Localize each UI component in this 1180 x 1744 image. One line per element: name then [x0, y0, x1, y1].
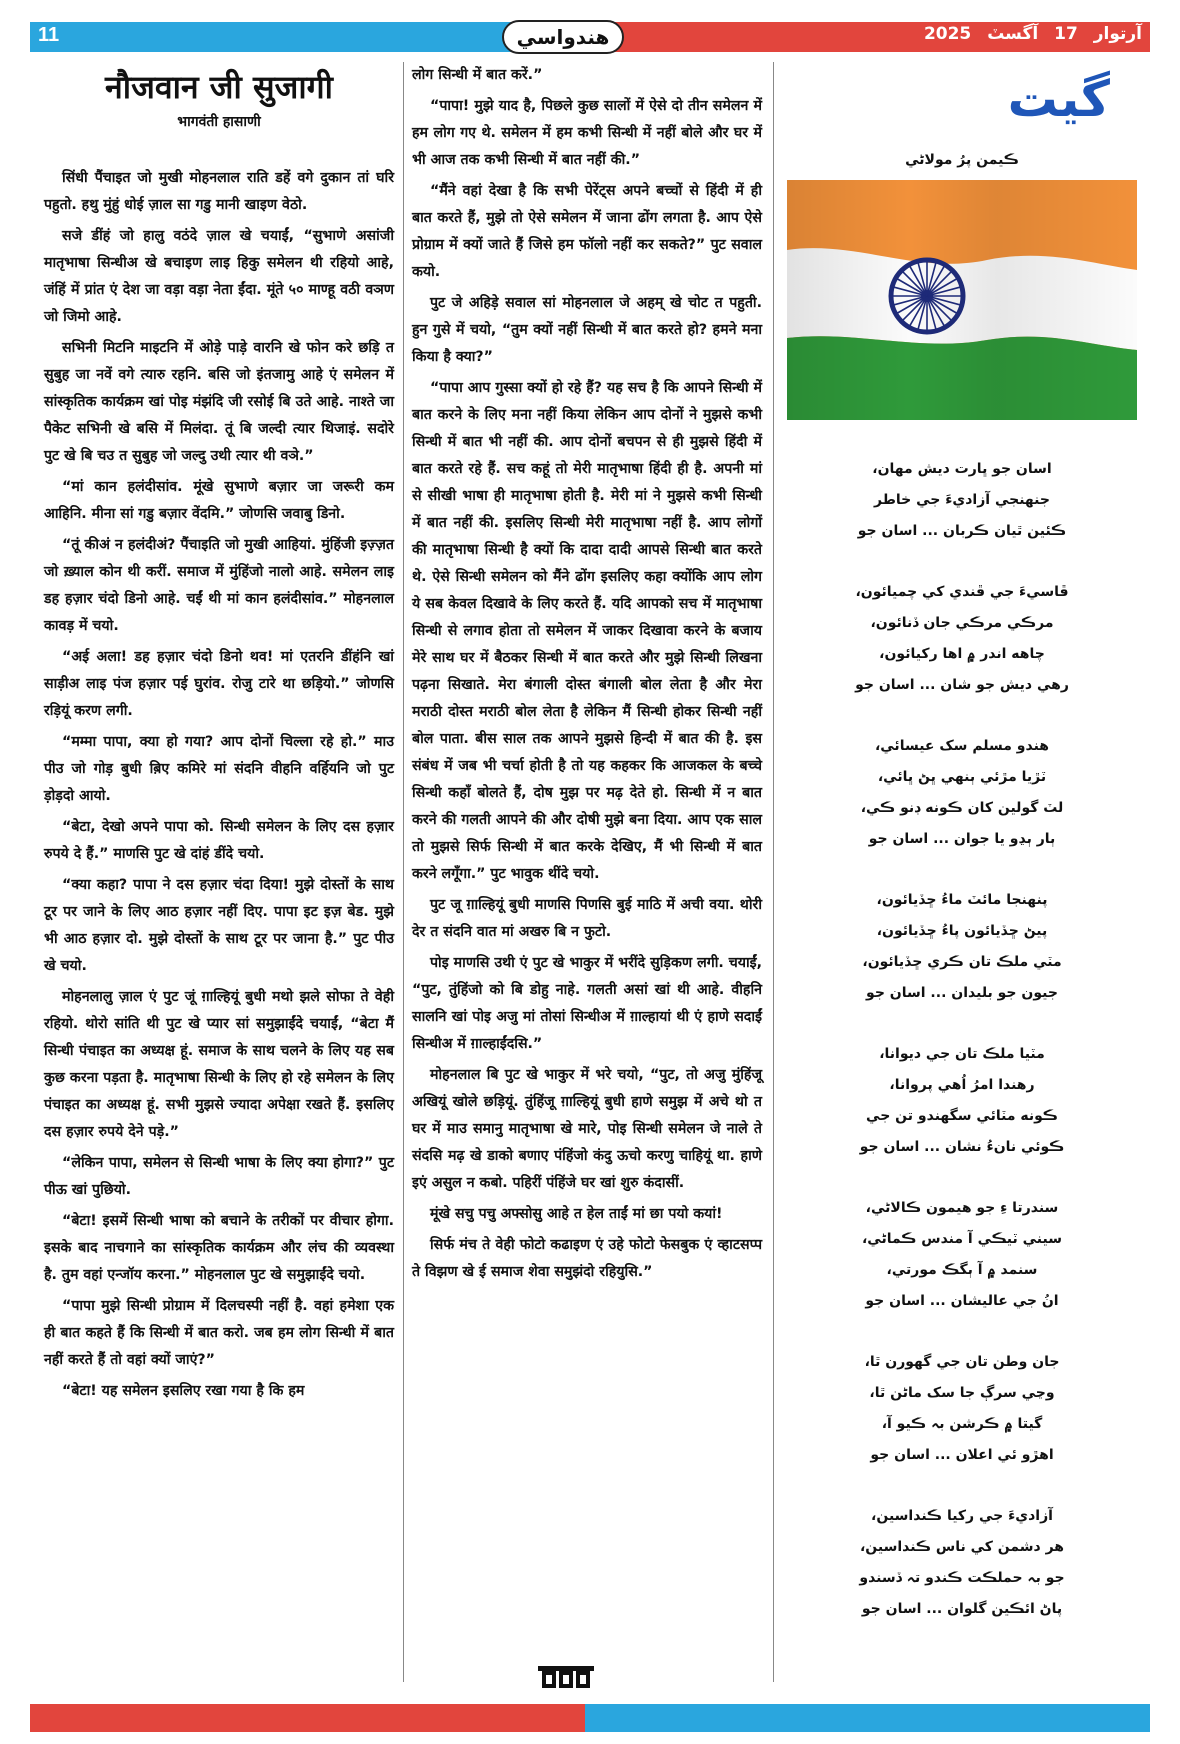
paragraph: “मां कान हलंदीसांव. मूंखे सुभाणे बज़ार जा जरूरी कम आहिनि. मीना सां गडु बज़ार वेंदमि.” जोणसि जवाबु डिनो.	[44, 479, 394, 522]
poem-line: جو بہ حملڪت ڪندو تہ ڏسندو	[859, 1570, 1065, 1586]
page-number: 11	[38, 24, 60, 46]
poem-line: ڪونه مٽائي سگهندو تن جي	[866, 1108, 1058, 1124]
poem-line: پنهنجا مائٽ ماءُ ڇڏيائون،	[876, 892, 1048, 908]
dateline	[914, 24, 1142, 44]
poem-stanza	[784, 731, 1140, 855]
article-body-1	[44, 165, 394, 1405]
poem-line: انُ جي عاليشان ... اسان جو	[865, 1293, 1059, 1309]
paragraph: “तूं कीअं न हलंदीअं? पैंचाइति जो मुखी आहियां. मुंहिंजी इज़्ज़त जो ख़्याल कोन थी करीं. समाज में मुंहिंजो नालो आहे. समेलन लाइ डह हज़ार चंदो डिनो आहे. चईं थी मां कान हलंदीसांव.” मोहनलाल कावड़ में चयो.	[44, 537, 394, 634]
poem-line: ٻار ٻڍو يا جوان ... اسان جو	[868, 831, 1056, 847]
poem-column	[784, 62, 1140, 1655]
date-year: 2025	[923, 24, 972, 44]
poem-line: هر دشمن کي ناس ڪنداسين،	[859, 1539, 1065, 1555]
paragraph: “बेटा, देखो अपने पापा को. सिन्धी समेलन के लिए दस हज़ार रुपये दे हैं.” माणसि पुट खे दांहं डींदे चयो.	[44, 819, 394, 862]
article-column-1	[44, 62, 394, 1409]
paragraph: मूंखे सचु पचु अफ्सोसु आहे त हेल ताईं मां छा पयो कयां!	[430, 1206, 723, 1222]
ashoka-chakra	[891, 260, 963, 332]
paragraph: “मम्मा पापा, क्या हो गया? आप दोनों चिल्ला रहे हो.” माउ पीउ जो गोड़ बुधी ब़िए कमिरे मां संदनि वीहनि वर्हियनि जो पुट ड़ोड़दो आयो.	[44, 734, 394, 804]
paragraph: “अई अला! डह हज़ार चंदो डिनो थव! मां एतरनि डींहंनि खां साड़ीअ लाइ पंज हज़ार पई घुरांव. रोजु टारे था छड़ियो.” जोणसि रड़ियूं करण लगी.	[44, 649, 394, 719]
poem-line: وڃي سرڳ جا سک ماڻن ٿا،	[869, 1385, 1055, 1401]
paragraph: “मैंने वहां देखा है कि सभी पेरेंट्स अपने बच्चों से हिंदी में ही बात करते हैं, मुझे तो ऐसे समेलन में जाना ढोंग लगता है. आप ऐसे प्रोग्राम में क्यों जाते हैं जिसे हम फॉलो नहीं कर सकते?” पुट सवाल कयो.	[412, 183, 762, 280]
column-divider	[403, 62, 404, 1682]
paragraph: “बेटा! यह समेलन इसलिए रखा गया है कि हम	[62, 1383, 305, 1399]
paragraph: पुट जू ग़ाल्हियूं बुधी माणसि पिणसि बुई माठि में अची वया. थोरी देर त संदनि वात मां अखरु बि न फुटो.	[412, 897, 762, 940]
paragraph: मोहनलालु ज़ाल एं पुट जूं ग़ाल्हियूं बुधी मथो झले सोफा ते वेही रहियो. थोरो सांति थी पुट खे प्यार सां समुझाईंदे चयाईं, “बेटा मैं सिन्धी पंचाइत का अध्यक्ष हूं. समाज के साथ चलने के लिए यह सब कुछ करना पड़ता है. मातृभाषा सिन्धी के लिए हो रहे समेलन के लिए पंचाइत का अध्यक्ष हूं. सभी मुझसे ज्यादा अपेक्षा रखते हैं. इसलिए दस हज़ार रुपये देने पड़े.”	[44, 989, 394, 1140]
poem-line: آزاديءَ جي رکيا ڪنداسين،	[871, 1508, 1053, 1524]
poem-line: رهي ديش جو شان ... اسان جو	[855, 677, 1069, 693]
footer-bar-blue	[585, 1704, 1150, 1732]
poem-line: چاهه اندر ۾ اها رکيائون،	[879, 646, 1045, 662]
paragraph: “पापा मुझे सिन्धी प्रोग्राम में दिलचस्पी नहीं है. वहां हमेशा एक ही बात कहते हैं कि सिन्धी में बात करो. जब हम लोग सिन्धी में बात नहीं करते हैं तो वहां क्यों जाएं?”	[44, 1298, 394, 1368]
poem-line: ڪئين ٿيان ڪربان ... اسان جو	[857, 523, 1067, 539]
paragraph: सभिनी मिटनि माइटनि में ओड़े पाड़े वारनि खे फोन करे छड़ि त सुबुह जा नवें वगे त्यारु रहनि. बसि जो इंतजामु आहे एं समेलन में सांस्कृतिक कार्यक्रम खां पोइ मंझंदि जी रसोई बि उते आहे. नाश्ते जा पैकेट सभिनी खे बसि में मिलंदा. तूं बि जल्दी त्यार थिजाइं. सदोरे पुट खे बि चउ त सुबुह जो जल्दु उथी त्यार थी वञे.”	[44, 340, 394, 464]
poem-line: ڪوئي نانءُ نشان ... اسان جو	[859, 1139, 1065, 1155]
date-month: آگسٽ	[987, 24, 1039, 44]
poem-line: هندو مسلم سک عيسائي،	[874, 738, 1050, 754]
footer-bar	[30, 1704, 1150, 1732]
poem-stanza	[784, 1501, 1140, 1625]
poem-line: مٽي ملڪ تان ڪري ڇڏيائون،	[862, 954, 1062, 970]
poem-title: گيت	[1007, 70, 1110, 128]
poem-line: مٽيا ملڪ تان جي ديوانا،	[879, 1046, 1045, 1062]
poem-line: جيون جو بليدان ... اسان جو	[866, 985, 1058, 1001]
paragraph: “लेकिन पापा, समेलन से सिन्धी भाषा के लिए क्या होगा?” पुट पीऊ खां पुछियो.	[44, 1155, 394, 1198]
poem-line: پيڻ ڇڏيائون پاءُ ڇڏيائون،	[876, 923, 1048, 939]
date-date: 17	[1054, 24, 1078, 44]
paragraph: सजे डींहं जो हालु वठंदे ज़ाल खे चयाईं, “सुभाणे असांजी मातृभाषा सिन्धीअ खे बचाइण लाइ हिकु समेलन थी रहियो आहे, जंहिं में प्रांत एं देश जा वड़ा वड़ा नेता ईंदा. मूंते ५० माण्हू वठी वञण जो जिमो आहे.	[44, 228, 394, 325]
poem-line: سيني ٽيڪي آ مندس ڪماڻي،	[861, 1231, 1063, 1247]
article-byline: भागवंती हासाणी	[177, 114, 261, 130]
paragraph: लोग सिन्धी में बात करें.”	[412, 67, 543, 83]
paragraph: मोहनलाल बि पुट खे भाकुर में भरे चयो, “पुट, तो अजु मुंहिंजू अखियूं खोले छड़ियूं. तुंहिंजू ग़ाल्हियूं बुधी हाणे समुझ में अचे थो त घर में माउ समानु मातृभाषा खे मारे, पोइ सिन्धी समेलन जे नाले ते संदसि मढ़ खे डाको बणाए पंहिंजो कंदु ऊचो करणु चाहियूं था. हाणे इएं असुल न कबो. पहिरीं पंहिंजे घर खां शुरु कंदासीं.	[412, 1067, 762, 1191]
poem-stanza	[784, 1039, 1140, 1163]
poem-stanza	[784, 885, 1140, 1009]
paragraph: पुट जे अहिड़े सवाल सां मोहनलाल जे अहम् खे चोट त पहुती. हुन गुसे में चयो, “तुम क्यों नहीं सिन्धी में बात करते हो? हमने मना किया है क्या?”	[412, 295, 762, 365]
paragraph: सिर्फ मंच ते वेही फोटो कढाइण एं उहे फोटो फेसबुक एं व्हाटसप्प ते विझण खे ई समाज शेवा समुझंदो रहियुसि.”	[412, 1237, 762, 1280]
poem-stanza	[784, 577, 1140, 701]
paragraph: सिंधी पैंचाइत जो मुखी मोहनलाल राति डहें वगे दुकान तां घरि पहुतो. हथु मुंहुं धोई ज़ाल सा गडु मानी खाइण वेठो.	[44, 170, 394, 213]
poem-line: مرڪي مرڪي جان ڏنائون،	[870, 615, 1054, 631]
poem-line: ٽڙيا مڙئي ٻنهي ڀڻ ڀائي،	[877, 769, 1047, 785]
poem-line: رهندا امرُ اُهي پروانا،	[889, 1077, 1035, 1093]
poem-stanza	[784, 1193, 1140, 1317]
paragraph: पोइ माणसि उथी एं पुट खे भाकुर में भरींदे सुड़िकण लगी. चयाईं, “पुट, तुंहिंजो को बि डोहु नाहे. गलती असां खां थी आहे. वीहनि सालनि खां पोइ अजु मां तोसां सिन्धीअ में ग़ाल्हायां थी एं हाणे सदाईं सिन्धीअ में ग़ाल्हाईंदसि.”	[412, 955, 762, 1052]
poem-line: سندرتا ءِ جو هيمون ڪالاڻي،	[865, 1200, 1059, 1216]
article-title: नौजवान जी सुजागी	[105, 68, 333, 106]
masthead-logo: هندواسي	[502, 20, 624, 54]
poem-line: اسان جو ڀارت ديش مهان،	[872, 461, 1052, 477]
paragraph: “बेटा! इसमें सिन्धी भाषा को बचाने के तरीकों पर वीचार होगा. इसके बाद नाचगाने का सांस्कृतिक कार्यक्रम और लंच की व्यवस्था है. तुम वहां एन्जॉय करना.” मोहनलाल पुट खे समुझाईंदे चयो.	[44, 1213, 394, 1283]
article-end-ornament-icon	[538, 1666, 594, 1688]
indian-flag-image	[787, 180, 1137, 420]
paragraph: “पापा आप गुस्सा क्यों हो रहे हैं? यह सच है कि आपने सिन्धी में बात करने के लिए मना नहीं किया लेकिन आप दोनों ने मुझसे कभी सिन्धी में बात भी नहीं की. आप दोनों बचपन से ही मुझसे हिंदी में बात करते रहे हैं. सच कहूं तो मेरी मातृभाषा हिंदी ही है. अपनी मां से सीखी भाषा ही मातृभाषा होती है. मेरी मां ने मुझसे कभी सिन्धी में बात नहीं की. इसलिए सिन्धी मेरी मातृभाषा नहीं है. आप लोगों की मातृभाषा सिन्धी है क्यों कि दादा दादी आपसे सिन्धी बात करते थे. ऐसे सिन्धी समेलन को मैंने ढोंग इसलिए कहा क्योंकि आप लोग ये सब केवल दिखावे के लिए करते हैं. यदि आपको सच में मातृभाषा सिन्धी से लगाव होता तो समेलन में जाकर दिखावा करने के बजाय मेरे साथ घर में बैठकर सिन्धी में बात करते और मुझे सिन्धी लिखना पढ़ना सिखाते. मेरा बंगाली दोस्त बंगाली बोल लेता है और मेरा मराठी दोस्त मराठी बोल लेता है लेकिन मैं सिन्धी होकर सिन्धी नहीं बोल पाता. बीस साल तक आपने मुझसे हिन्दी में बात की है. इस संबंध में जब भी चर्चा होती है तो यह कहकर कि आजकल के बच्चे सिन्धी कहाँ बोलते हैं, दोष मुझ पर मढ़ देते हो. सिन्धी में न बात करने की गलती आपने की और दोषी मुझे बना दिया. आप एक साल तो मुझसे सिर्फ सिन्धी में बात करके देखिए, मैं भी सिन्धी में बात करने लगूँगा.” पुट भावुक थींदे चयो.	[412, 380, 762, 882]
paragraph: “पापा! मुझे याद है, पिछले कुछ सालों में ऐसे दो तीन समेलन में हम लोग गए थे. समेलन में हम कभी सिन्धी में नहीं बोले और घर में भी आज तक कभी सिन्धी में बात नहीं की.”	[412, 98, 762, 168]
column-divider	[773, 62, 774, 1682]
footer-bar-red	[30, 1704, 585, 1732]
paragraph: “क्या कहा? पापा ने दस हज़ार चंदा दिया! मुझे दोस्तों के साथ टूर पर जाने के लिए आठ हज़ार नहीं दिए. पापा इट इज़ बेड. मुझे भी आठ हज़ार दो. मुझे दोस्तों के साथ टूर पर जाना है.” पुट पीउ खे चयो.	[44, 877, 394, 974]
poem-line: جنهنجي آزاديءَ جي خاطر	[874, 492, 1050, 508]
poem-line: سنمد ۾ آ ٻگڪ مورتي،	[886, 1262, 1038, 1278]
poem-line: پاڻ ائڪين گلوان ... اسان جو	[861, 1601, 1063, 1617]
poem-stanzas	[784, 454, 1140, 1625]
poem-stanza	[784, 454, 1140, 547]
article-body-2	[412, 62, 762, 1286]
poem-line: ڦاسيءَ جي ڦندي کي چميائون،	[855, 584, 1069, 600]
poem-line: جان وطن تان جي گهورن ٿا،	[864, 1354, 1060, 1370]
poem-poet: ڪيمن پرُ مولاڻي	[905, 152, 1019, 168]
poem-line: گيتا ۾ ڪرشن بہ ڪيو آ،	[881, 1416, 1043, 1432]
date-day: آرتوار	[1093, 24, 1142, 44]
poem-line: اهڙو ئي اعلان ... اسان جو	[870, 1447, 1054, 1463]
poem-line: لٽ گولين کان ڪونه ڊنو ڪي،	[860, 800, 1064, 816]
poem-stanza	[784, 1347, 1140, 1471]
article-column-2	[412, 62, 762, 1290]
